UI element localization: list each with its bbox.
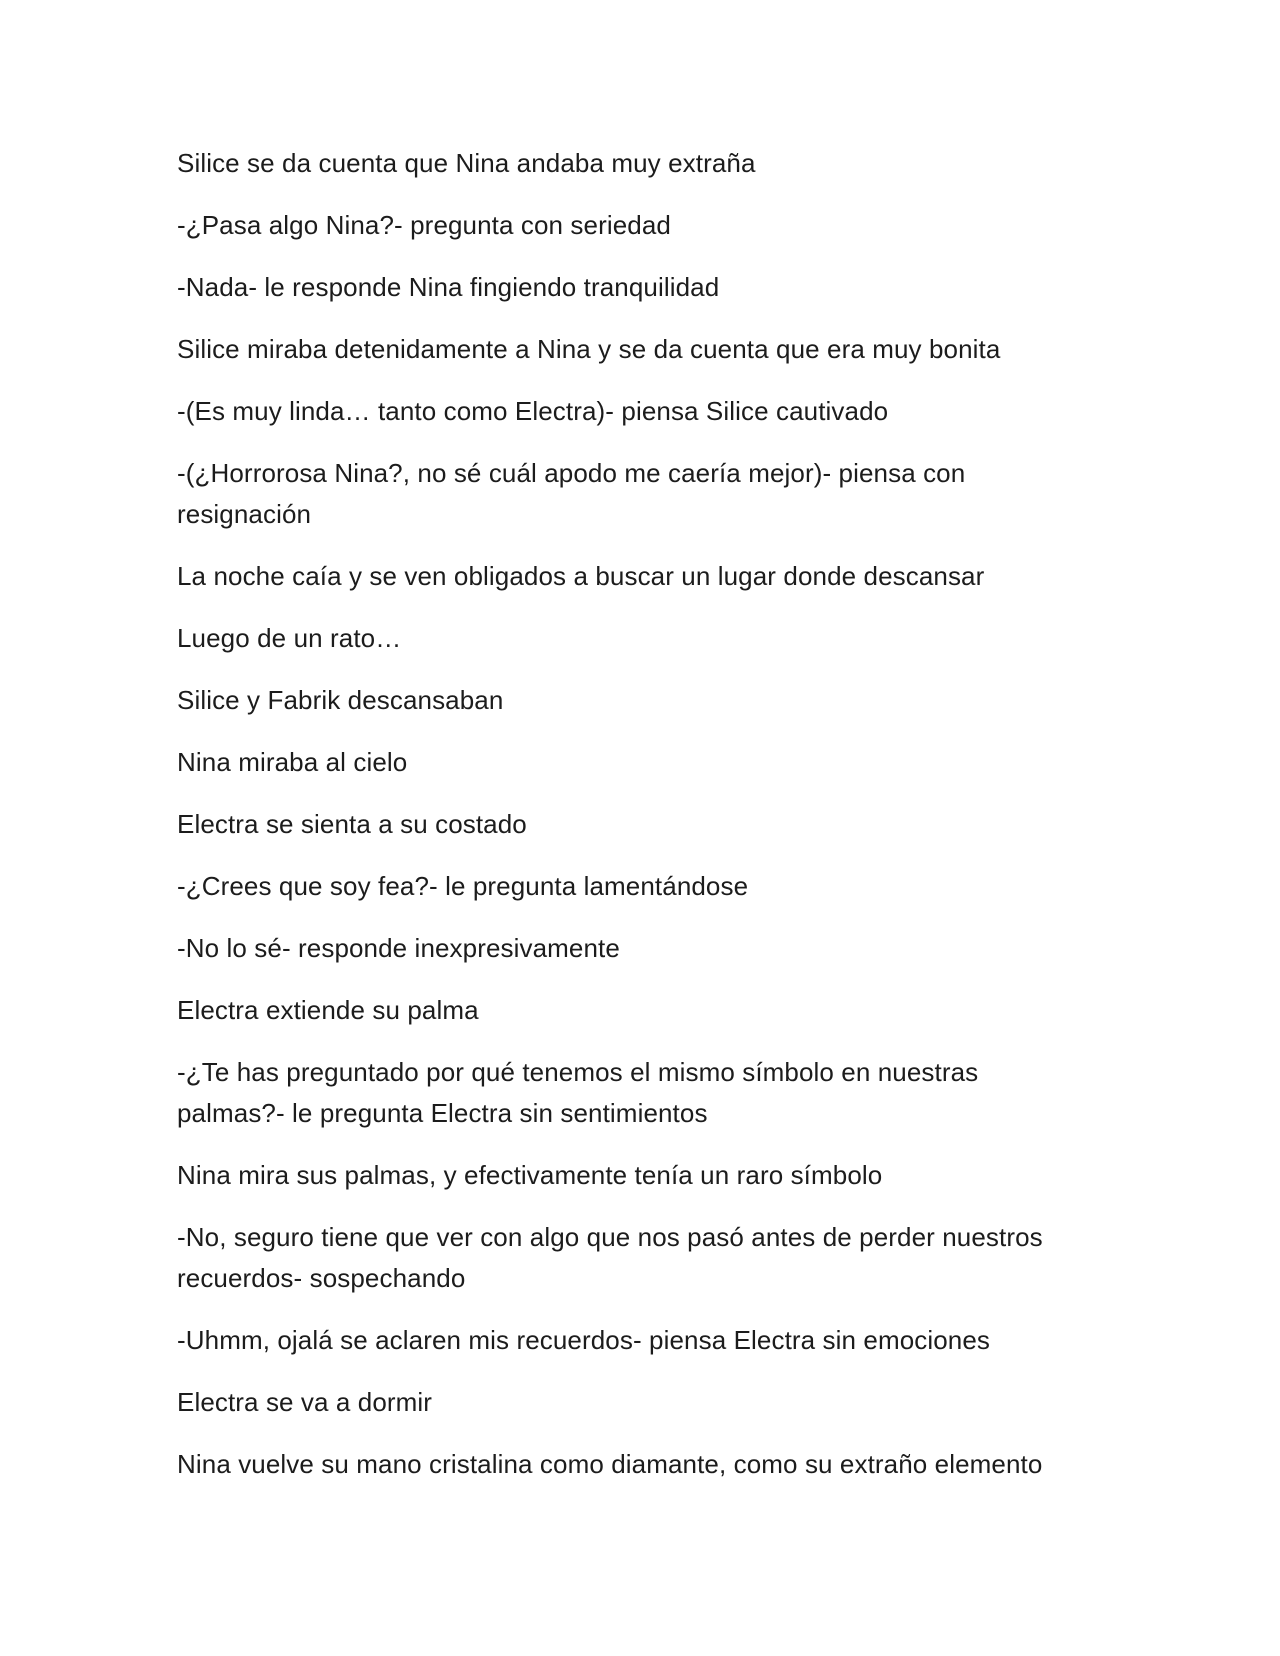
paragraph: La noche caía y se ven obligados a buscar un lugar donde descansar — [177, 561, 985, 591]
paragraph: Electra se sienta a su costado — [177, 809, 527, 839]
paragraph: -No lo sé- responde inexpresivamente — [177, 933, 620, 963]
document-body — [177, 143, 1077, 1506]
paragraph: -Nada- le responde Nina fingiendo tranquilidad — [177, 272, 720, 302]
paragraph: -Uhmm, ojalá se aclaren mis recuerdos- piensa Electra sin emociones — [177, 1325, 991, 1355]
paragraph: -¿Pasa algo Nina?- pregunta con seriedad — [177, 210, 671, 240]
paragraph: -No, seguro tiene que ver con algo que nos pasó antes de perder nuestros recuerdos- sospechando — [177, 1222, 1043, 1293]
paragraph: Silice se da cuenta que Nina andaba muy extraña — [177, 148, 756, 178]
paragraph: Silice miraba detenidamente a Nina y se da cuenta que era muy bonita — [177, 334, 1001, 364]
paragraph: Electra extiende su palma — [177, 995, 479, 1025]
paragraph: Electra se va a dormir — [177, 1387, 433, 1417]
paragraph: -(¿Horrorosa Nina?, no sé cuál apodo me caería mejor)- piensa con resignación — [177, 458, 966, 529]
paragraph: Nina mira sus palmas, y efectivamente tenía un raro símbolo — [177, 1160, 883, 1190]
paragraph: -¿Te has preguntado por qué tenemos el mismo símbolo en nuestras palmas?- le pregunta Electra sin sentimientos — [177, 1057, 979, 1128]
paragraph: Nina vuelve su mano cristalina como diamante, como su extraño elemento — [177, 1449, 1043, 1479]
paragraph: Nina miraba al cielo — [177, 747, 408, 777]
paragraph: -(Es muy linda… tanto como Electra)- piensa Silice cautivado — [177, 396, 889, 426]
paragraph: Luego de un rato… — [177, 623, 402, 653]
paragraph: -¿Crees que soy fea?- le pregunta lamentándose — [177, 871, 749, 901]
paragraph: Silice y Fabrik descansaban — [177, 685, 504, 715]
